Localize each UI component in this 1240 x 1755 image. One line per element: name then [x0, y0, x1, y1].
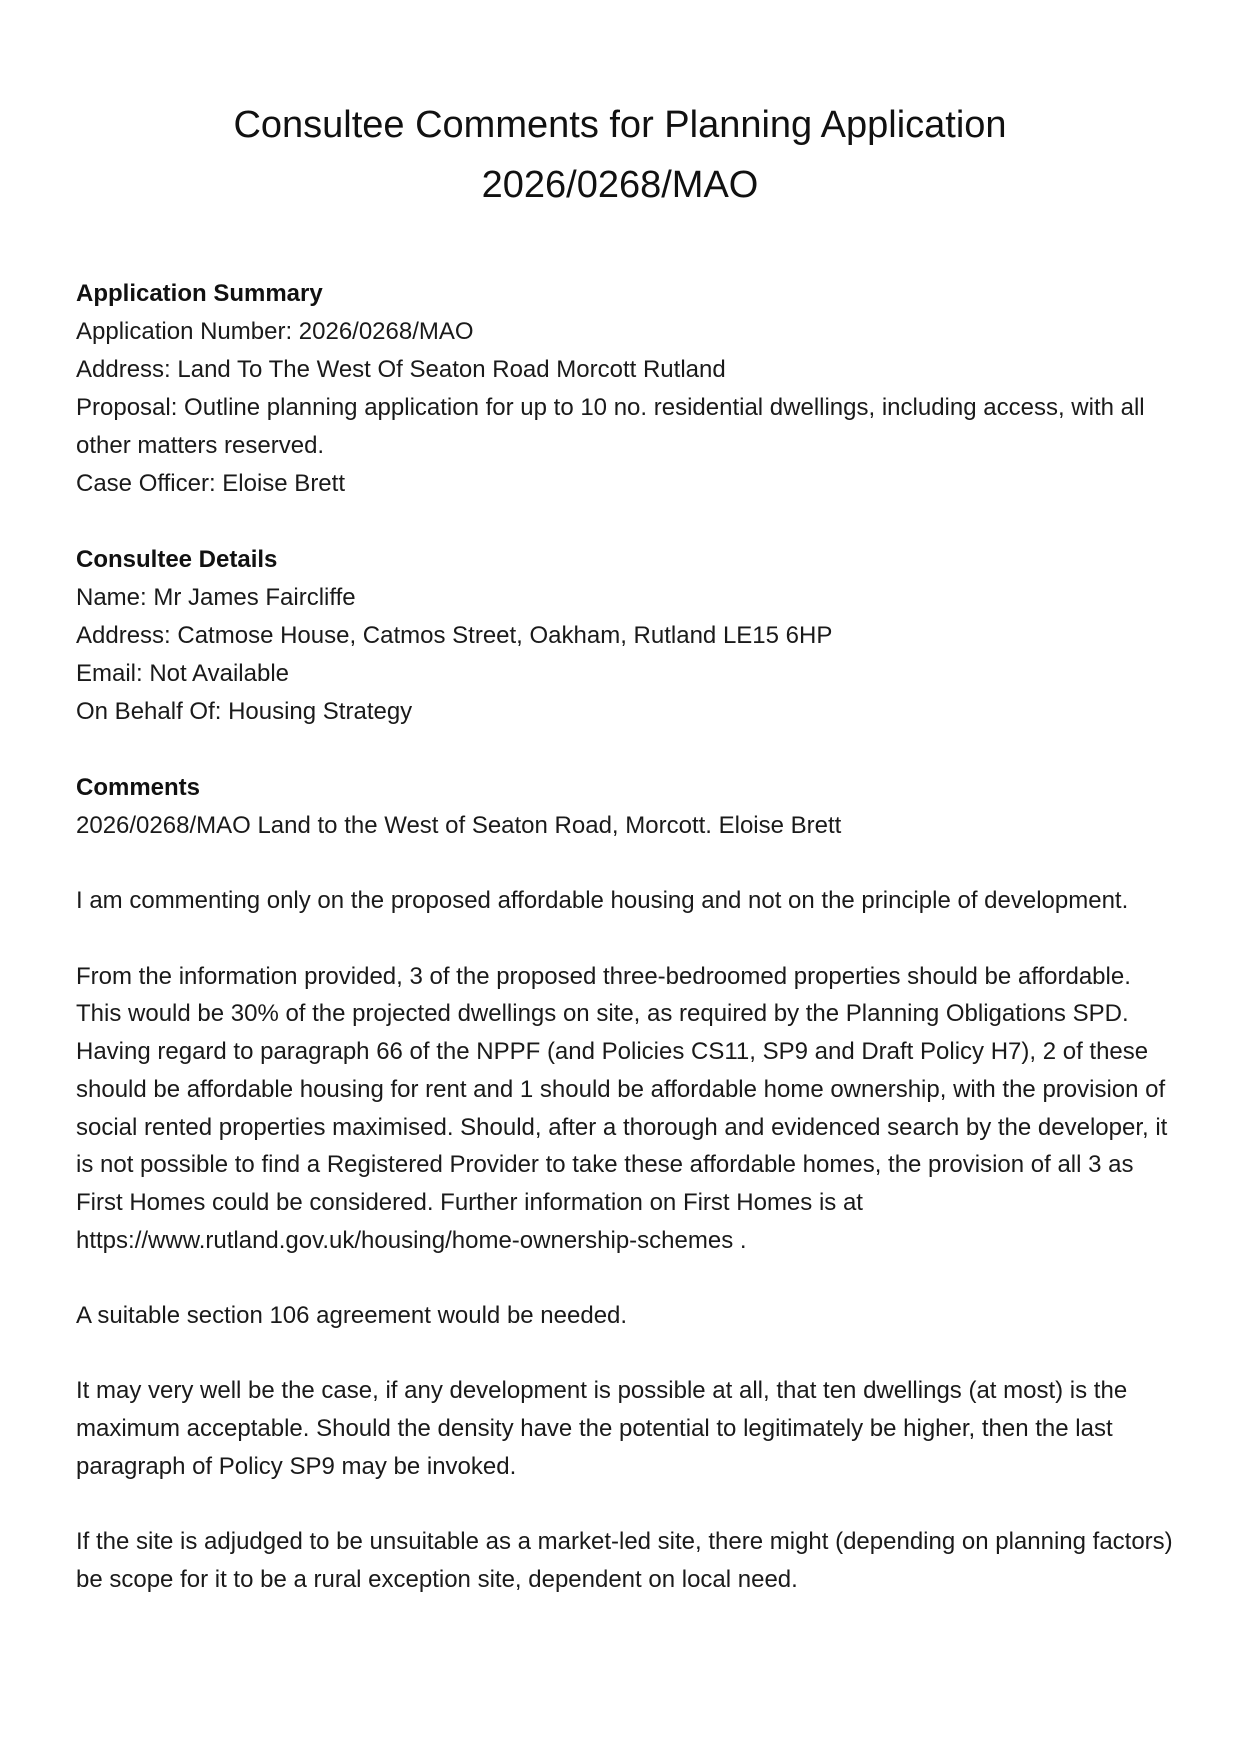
application-address: Address: Land To The West Of Seaton Road Morcott Rutland: [76, 356, 726, 383]
consultee-address: Address: Catmose House, Catmos Street, Oakham, Rutland LE15 6HP: [76, 622, 833, 649]
paragraph-gap: [76, 1486, 1176, 1524]
application-summary-section: [76, 275, 1176, 503]
comment-paragraph: It may very well be the case, if any development is possible at all, that ten dwellings (at most) is the maximum acceptable. Should the density have the potential to legitimately be higher, then the last paragraph of Policy SP9 may be invoked.: [76, 1377, 1128, 1480]
page-title: [76, 95, 1164, 215]
comment-paragraph: From the information provided, 3 of the proposed three-bedroomed properties should be affordable. This would be 30% of the projected dwellings on site, as required by the Planning Obligations SPD. Having regard to paragraph 66 of the NPPF (and Policies CS11, SP9 and Draft Policy H7), 2 of these should be affordable housing for rent and 1 should be affordable home ownership, with the provision of social rented properties maximised. Should, after a thorough and evidenced search by the developer, it is not possible to find a Registered Provider to take these affordable homes, the provision of all 3 as First Homes could be considered. Further information on First Homes is at https://www.rutland.gov.uk/housing/home-ownership-schemes .: [76, 962, 1168, 1254]
paragraph-gap: [76, 920, 1176, 958]
paragraph-gap: [76, 1335, 1176, 1373]
comments-heading: Comments: [76, 774, 201, 801]
comments-section: [76, 769, 1176, 1599]
consultee-email: Email: Not Available: [76, 660, 289, 687]
comment-paragraph: If the site is adjudged to be unsuitable as a market-led site, there might (depending on planning factors) be scope for it to be a rural exception site, dependent on local need.: [76, 1528, 1173, 1593]
application-number: Application Number: 2026/0268/MAO: [76, 318, 474, 345]
case-officer: Case Officer: Eloise Brett: [76, 470, 345, 497]
comment-paragraph: A suitable section 106 agreement would be needed.: [76, 1302, 628, 1330]
comment-paragraph: I am commenting only on the proposed affordable housing and not on the principle of development.: [76, 887, 1129, 915]
title-line-2: 2026/0268/MAO: [481, 164, 759, 206]
paragraph-gap: [76, 845, 1176, 883]
comment-paragraph: 2026/0268/MAO Land to the West of Seaton Road, Morcott. Eloise Brett: [76, 812, 842, 839]
consultee-on-behalf-of: On Behalf Of: Housing Strategy: [76, 698, 413, 725]
consultee-details-section: [76, 541, 1176, 731]
title-line-1: Consultee Comments for Planning Application: [233, 104, 1007, 146]
application-proposal: Proposal: Outline planning application for up to 10 no. residential dwellings, including access, with all other matters reserved.: [76, 394, 1145, 459]
paragraph-gap: [76, 1259, 1176, 1297]
application-summary-heading: Application Summary: [76, 280, 323, 307]
document-page: [76, 0, 1176, 1599]
consultee-details-heading: Consultee Details: [76, 546, 278, 573]
consultee-name: Name: Mr James Faircliffe: [76, 584, 356, 611]
